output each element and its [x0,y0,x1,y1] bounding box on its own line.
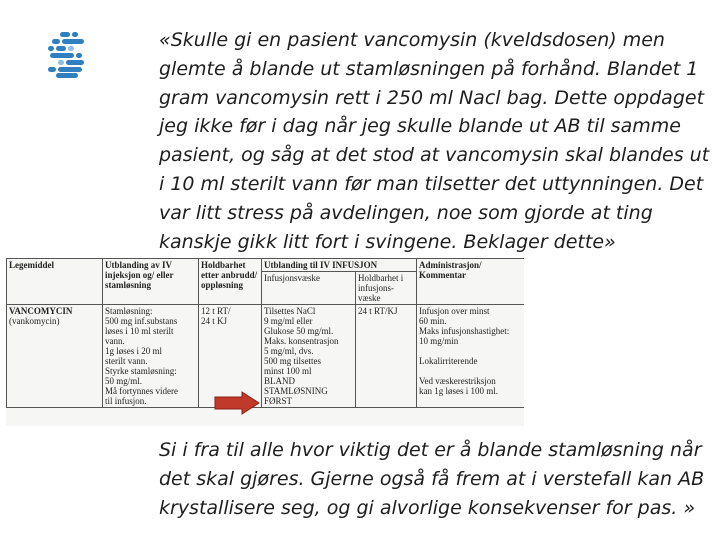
medication-table [6,258,524,426]
quote-bottom: Si i fra til alle hvor viktig det er å blande stamløsning når det skal gjøres. Gjerne også få frem at i verstefall kan AB krystallisere seg, og gi alvorlige konsekvenser for pas. » [159,439,705,519]
quote-top: «Skulle gi en pasient vancomysin (kveldsdosen) men glemte å blande ut stamløsningen på forhånd. Blandet 1 gram vancomysin rett i 250 ml Nacl bag. Dette oppdaget jeg ikke før i dag når jeg skulle blande ut AB til samme pasient, og såg at det stod at vancomysin skal blandes ut i 10 ml sterilt vann før man tilsetter det uttynningen. Det var litt stress på avdelingen, noe som gjorde at ting kanskje gikk litt fort i svingene. Beklager dette» [159,29,710,253]
table-header-row [7,259,525,272]
header-infusjonsvaeske: Infusjonsvæske [262,272,356,305]
admin-text: Infusjon over minst 60 min. Maks infusjonshastighet: 10 mg/min Lokalirriterende Ved væskerestriksjon kan 1g løses i 100 ml. [419,306,510,396]
drug-sub: (vankomycin) [9,316,60,326]
header-holdbarhet: Holdbarhet etter anbrudd/ oppløsning [199,259,262,305]
holdbarhet-infusjon-text: 24 t RT/KJ [358,306,398,316]
infusjonsvaeske-text: Tilsettes NaCl 9 mg/ml eller Glukose 50 mg/ml. Maks. konsentrasjon 5 mg/ml, dvs. 500 mg tilsettes minst 100 ml [264,306,339,376]
header-admin: Administrasjon/ Kommentar [417,259,525,305]
bland-text: BLAND STAMLØSNING FØRST [264,376,328,406]
holdbarhet-text: 12 t RT/ 24 t KJ [201,306,231,326]
stamlosning-text: Stamløsning: 500 mg inf.substans løses i 10 ml sterilt vann. 1g løses i 20 ml sterilt vann. Styrke stamløsning: 50 mg/ml. Må fortynnes videre til infusjon. [105,306,178,406]
cell-infusjonsvaeske [262,305,356,408]
cell-admin [417,305,525,408]
cell-stamlosning [103,305,199,408]
dilution-table [6,258,524,408]
header-utblanding-iv: Utblanding av IV injeksjon og/ eller stamløsning [103,259,199,305]
cell-holdbarhet-infusjon [356,305,417,408]
drug-name: VANCOMYCIN [9,306,73,316]
cell-drug [7,305,103,408]
table-row [7,305,525,408]
arrow-right-icon [214,391,260,415]
header-holdbarhet-infusjon: Holdbarhet i infusjons-væske [356,272,417,305]
header-infusjon: Utblanding til IV INFUSJON [262,259,417,272]
logo-icon [46,32,86,78]
header-legemiddel: Legemiddel [7,259,103,305]
